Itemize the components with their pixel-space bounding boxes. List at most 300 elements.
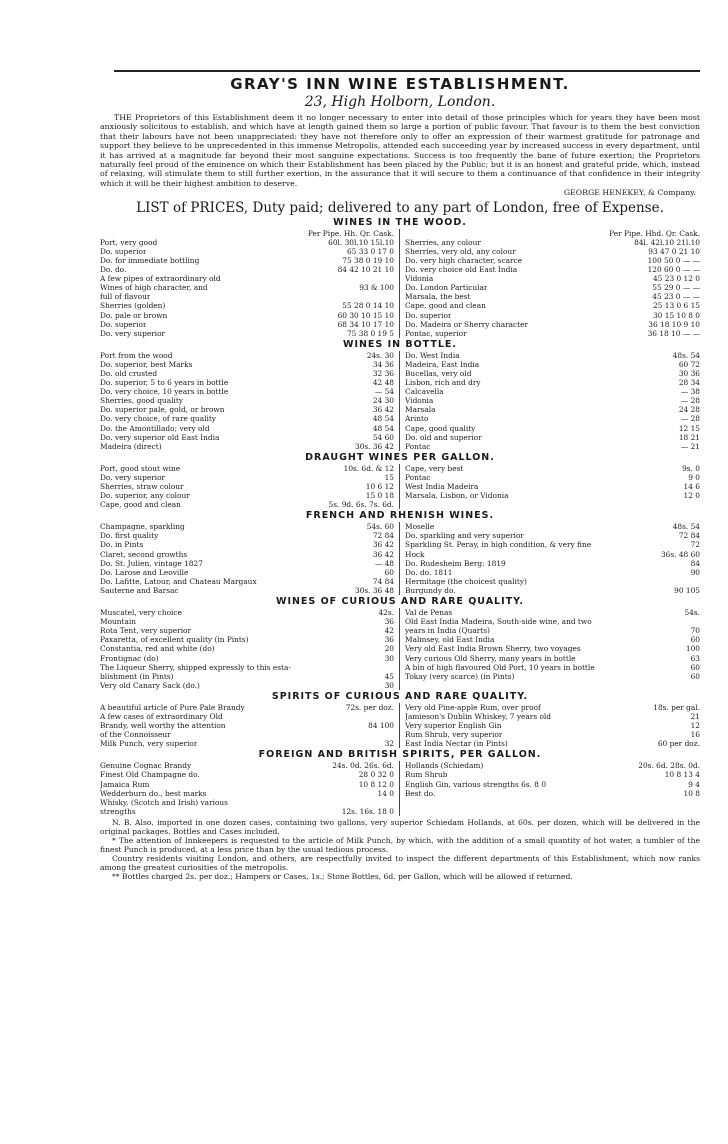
item-name: of the Connoisseur	[100, 730, 171, 740]
item-name: Pontac	[405, 472, 431, 482]
item-price: 10s. 6d. & 12	[343, 463, 394, 473]
section-title: FRENCH AND RHENISH WINES.	[305, 510, 495, 522]
item-price: 60	[690, 671, 700, 681]
right-column	[400, 703, 700, 748]
price-row	[100, 807, 394, 816]
item-name: Do. superior, any colour	[100, 491, 190, 501]
column-header: Per Pipe. Hh. Qr. Cask.	[307, 228, 394, 238]
price-row	[100, 238, 394, 247]
item-name: strengths	[100, 806, 136, 816]
price-row	[100, 301, 394, 310]
price-row	[405, 414, 700, 423]
item-price: — 54	[374, 387, 394, 397]
item-name: Frontignac (do)	[100, 653, 159, 663]
item-name: Marsala, Lisbon, or Vidonia	[405, 491, 509, 501]
price-row	[100, 654, 394, 663]
item-price: 60	[690, 662, 700, 672]
price-row	[405, 464, 700, 473]
price-row	[405, 351, 700, 360]
item-price: 15 0 18	[365, 491, 394, 501]
item-price: 84l. 42l.10 21l.10	[634, 237, 700, 247]
item-price: 36 42	[372, 549, 394, 559]
item-name: Rum Shrub, very superior	[405, 730, 503, 740]
item-name: English Gin, various strengths 6s. 8 0	[405, 779, 547, 789]
item-name: Sauterne and Barsac	[100, 585, 179, 595]
price-row	[405, 265, 700, 274]
item-price: 32 36	[372, 368, 394, 378]
item-price: 55 28 0 14 10	[342, 301, 394, 311]
price-row	[405, 482, 700, 491]
section-title: WINES OF CURIOUS AND RARE QUALITY.	[275, 596, 525, 608]
item-price: 60 30 10 15 10	[337, 310, 394, 320]
item-name: Sparkling St. Peray, in high condition, & very fine	[405, 540, 592, 550]
price-row	[405, 301, 700, 310]
item-name: Wedderburn do., best marks	[100, 788, 207, 798]
item-name: Do. do.	[100, 265, 127, 275]
price-row	[100, 761, 394, 770]
item-name: Very superior English Gin	[405, 721, 502, 731]
item-name: The Liqueur Sherry, shipped expressly to this esta-	[100, 662, 291, 672]
item-price: 90 105	[674, 585, 700, 595]
item-price: 72 84	[372, 531, 394, 541]
item-price: — 38	[680, 387, 700, 397]
price-row	[405, 378, 700, 387]
item-name: Moselle	[405, 522, 435, 532]
item-price: 72	[690, 540, 700, 550]
item-price: 65 33 0 17 0	[346, 246, 394, 256]
price-row	[405, 608, 700, 617]
price-row	[405, 721, 700, 730]
price-row	[100, 540, 394, 549]
item-name: A beautiful article of Pure Pale Brandy	[100, 702, 245, 712]
price-row	[405, 626, 700, 635]
item-name: Cape, good and clean	[100, 500, 181, 510]
price-row	[100, 491, 394, 500]
footnote: Country residents visiting London, and others, are respectfully invited to inspect the different departments of this Establishment, which now ranks among the greatest curiosities of the metropolis.	[100, 854, 700, 873]
left-column	[100, 351, 400, 451]
item-name: Whisky, (Scotch and Irish) various	[100, 797, 228, 807]
item-price: 45 23 0 — —	[652, 292, 700, 302]
address: 23, High Holborn, London.	[304, 94, 496, 110]
item-price: 48s. 54	[672, 522, 700, 532]
item-name: Do. first quality	[100, 531, 159, 541]
item-price: 10 8 13 4	[664, 770, 700, 780]
item-price: — 28	[680, 396, 700, 406]
item-price: 12	[690, 721, 700, 731]
price-row	[405, 405, 700, 414]
price-row	[100, 473, 394, 482]
price-row	[405, 654, 700, 663]
item-name: Sherries, any colour	[405, 237, 481, 247]
item-name: Finest Old Champagne do.	[100, 770, 200, 780]
item-price	[696, 577, 700, 586]
price-row	[100, 387, 394, 396]
item-price: 74 84	[372, 576, 394, 586]
price-row	[405, 739, 700, 748]
item-price: 15	[384, 472, 394, 482]
price-row	[405, 577, 700, 586]
price-row	[405, 770, 700, 779]
item-price	[390, 274, 394, 283]
section-columns	[100, 229, 700, 338]
item-name: full of flavour	[100, 292, 151, 302]
item-price	[390, 712, 394, 721]
item-price: 84 100	[368, 721, 394, 731]
item-name: Do. do. 1811	[405, 567, 453, 577]
right-column	[400, 522, 700, 595]
section-title: SPIRITS OF CURIOUS AND RARE QUALITY.	[271, 690, 529, 702]
item-price: 54s. 60	[366, 522, 394, 532]
section-columns	[100, 522, 700, 595]
item-name: Claret, second growths	[100, 549, 188, 559]
item-name: Muscatel, very choice	[100, 608, 182, 618]
item-price: 84	[690, 558, 700, 568]
item-name: Sherries, very old, any colour	[405, 246, 516, 256]
item-name: A bin of high flavoured Old Port, 10 years in bottle	[405, 662, 595, 672]
price-row	[100, 405, 394, 414]
price-row	[100, 351, 394, 360]
price-row	[100, 424, 394, 433]
advertisement-page	[100, 70, 700, 882]
price-row	[100, 577, 394, 586]
price-row	[405, 761, 700, 770]
item-name: Marsala, the best	[405, 292, 471, 302]
item-name: Very old Pine-apple Rum, over proof	[405, 702, 541, 712]
item-name: Port, very good	[100, 237, 158, 247]
price-row	[100, 500, 394, 509]
price-row	[100, 360, 394, 369]
item-name: Do. pale or brown	[100, 310, 168, 320]
item-name: Do. St. Julien, vintage 1827	[100, 558, 203, 568]
item-price: 42	[384, 626, 394, 636]
section-columns	[100, 761, 700, 816]
item-name: Sherries, good quality	[100, 396, 183, 406]
section-columns	[100, 351, 700, 451]
item-price: 24s. 30	[366, 350, 394, 360]
price-row	[100, 559, 394, 568]
item-price: 34 36	[372, 359, 394, 369]
item-price: 30s. 36 48	[354, 585, 394, 595]
item-price: 12 0	[683, 491, 700, 501]
item-name: Champagne, sparkling	[100, 522, 185, 532]
price-row	[405, 559, 700, 568]
price-row	[100, 644, 394, 653]
item-name: Port, good stout wine	[100, 463, 181, 473]
item-name: Do. superior, 5 to 6 years in bottle	[100, 378, 229, 388]
item-price: 42s.	[378, 608, 394, 618]
item-price: 24 28	[678, 405, 700, 415]
item-price: 10 8 12 0	[358, 779, 394, 789]
item-name: Very curious Old Sherry, many years in bottle	[405, 653, 576, 663]
item-price: 45	[384, 671, 394, 681]
item-price: 30 36	[678, 368, 700, 378]
price-row	[405, 644, 700, 653]
item-price: 75 38 0 19 10	[342, 255, 394, 265]
price-row	[405, 635, 700, 644]
item-price: 9 4	[688, 779, 700, 789]
item-price: — 21	[680, 441, 700, 451]
price-row	[100, 369, 394, 378]
item-name: Do. West India	[405, 350, 460, 360]
price-row	[405, 256, 700, 265]
signature: GEORGE HENEKEY, & Company.	[563, 188, 696, 198]
item-price: 10 8	[683, 788, 700, 798]
item-price: 55 29 0 — —	[652, 283, 700, 293]
item-name: A few cases of extraordinary Old	[100, 711, 223, 721]
price-row	[100, 442, 394, 451]
item-name: Do. the Amontillado; very old	[100, 423, 210, 433]
item-name: Milk Punch, very superior	[100, 739, 198, 749]
price-row	[100, 586, 394, 595]
price-row	[405, 789, 700, 798]
item-price: 24 30	[372, 396, 394, 406]
item-name: Do. very choice, of rare quality	[100, 414, 216, 424]
item-name: years in India (Quarts)	[405, 626, 490, 636]
item-price: 54 60	[372, 432, 394, 442]
item-price: 63	[690, 653, 700, 663]
section-title: FOREIGN AND BRITISH SPIRITS, PER GALLON.	[258, 749, 542, 761]
item-price: 36 42	[372, 405, 394, 415]
item-name: Do. very choice old East India	[405, 265, 518, 275]
item-name: Do. very superior	[100, 472, 166, 482]
left-column	[100, 229, 400, 338]
price-row	[405, 292, 700, 301]
item-price: 36 42	[372, 540, 394, 550]
price-row	[405, 369, 700, 378]
column-header: Per Pipe. Hhd. Qr. Cask.	[609, 228, 700, 238]
price-row	[100, 550, 394, 559]
item-name: Mountain	[100, 617, 137, 627]
price-row	[405, 283, 700, 292]
item-price: 32	[384, 739, 394, 749]
item-price: — 28	[680, 414, 700, 424]
price-row	[100, 770, 394, 779]
item-price: 60 per doz.	[657, 739, 700, 749]
price-row	[100, 739, 394, 748]
price-row	[100, 789, 394, 798]
item-price: 36s. 48 60	[660, 549, 700, 559]
item-price: 93 47 0 21 10	[648, 246, 700, 256]
left-column	[100, 464, 400, 509]
section-columns	[100, 464, 700, 509]
price-row	[100, 522, 394, 531]
footnote: ** Bottles charged 2s. per doz.; Hampers or Cases, 1s.; Stone Bottles, 6d. per Gallon, which will be allowed if returned.	[112, 872, 573, 882]
price-row	[405, 522, 700, 531]
item-price: 12s. 16s. 18 0	[341, 806, 394, 816]
item-name: Madeira (direct)	[100, 441, 162, 451]
price-row	[100, 568, 394, 577]
item-price: 75 38 0 19 5	[346, 328, 394, 338]
price-row	[100, 635, 394, 644]
item-name: Genuine Cognac Brandy	[100, 761, 192, 771]
price-row	[100, 663, 394, 672]
item-name: Do. superior pale, gold, or brown	[100, 405, 225, 415]
item-price: 60	[690, 635, 700, 645]
item-name: A few pipes of extraordinary old	[100, 274, 221, 284]
item-price: 93 & 100	[359, 283, 394, 293]
right-column	[400, 761, 700, 816]
price-row	[405, 730, 700, 739]
item-name: Jamaica Rum	[100, 779, 150, 789]
price-row	[100, 378, 394, 387]
item-name: Do. Lafitte, Latour, and Chateau Margaux	[100, 576, 257, 586]
price-row	[405, 712, 700, 721]
item-price: 20s. 6d. 28s. 0d.	[638, 761, 700, 771]
price-row	[100, 482, 394, 491]
price-row	[405, 247, 700, 256]
item-price: 36 18 10 9 10	[648, 319, 700, 329]
item-price: 100 50 0 — —	[647, 255, 700, 265]
item-name: Hock	[405, 549, 425, 559]
item-name: Do. sparkling and very superior	[405, 531, 524, 541]
footnote: N. B. Also, imported in one dozen cases, containing two gallons, very superior Schiedam Hollands, at 60s. per dozen, which will be delivered in the original packages. Bottles and Cases included.	[100, 817, 700, 836]
item-price: 68 34 10 17 10	[337, 319, 394, 329]
price-row	[100, 320, 394, 329]
item-name: Cape, very best	[405, 463, 464, 473]
price-row	[405, 672, 700, 681]
item-name: Do. superior	[405, 310, 452, 320]
item-price: 30 15 10 8 0	[652, 310, 700, 320]
item-name: Very old Canary Sack (do.)	[100, 680, 200, 690]
item-name: Do. very superior old East India	[100, 432, 220, 442]
item-name: Pontac	[405, 441, 431, 451]
item-price: 24s. 0d. 26s. 6d.	[332, 761, 394, 771]
left-column	[100, 608, 400, 690]
price-row	[405, 320, 700, 329]
item-price: 72s. per doz.	[345, 702, 394, 712]
item-name: blishment (in Pints)	[100, 671, 174, 681]
item-price: 18s. per gal.	[653, 702, 700, 712]
item-name: Bucellas, very old	[405, 368, 472, 378]
price-row	[405, 540, 700, 549]
price-row	[405, 663, 700, 672]
section-title: WINES IN THE WOOD.	[333, 216, 467, 228]
price-row	[100, 798, 394, 807]
item-name: Constantia, red and white (do)	[100, 644, 215, 654]
left-column	[100, 761, 400, 816]
item-name: Best do.	[405, 788, 436, 798]
item-price: 60	[384, 567, 394, 577]
price-row	[405, 442, 700, 451]
price-row	[405, 531, 700, 540]
item-name: Lisbon, rich and dry	[405, 378, 481, 388]
item-price	[390, 292, 394, 301]
right-column	[400, 229, 700, 338]
item-price	[390, 798, 394, 807]
item-price: 5s. 9d. 6s. 7s. 6d.	[328, 500, 394, 510]
price-row	[405, 617, 700, 626]
section-title: DRAUGHT WINES PER GALLON.	[305, 451, 495, 463]
price-row	[100, 414, 394, 423]
item-name: Do. Madeira or Sherry character	[405, 319, 529, 329]
price-row	[405, 238, 700, 247]
item-name: Do. very high character, scarce	[405, 255, 523, 265]
item-name: Vidonia	[405, 396, 434, 406]
price-row	[100, 703, 394, 712]
item-name: Malmsey, old East India	[405, 635, 495, 645]
item-name: Val de Penas	[405, 608, 453, 618]
item-name: Rum Shrub	[405, 770, 448, 780]
item-price: 120 60 0 — —	[647, 265, 700, 275]
price-row	[405, 550, 700, 559]
item-price: 72 84	[678, 531, 700, 541]
item-price: 9 0	[688, 472, 700, 482]
price-row	[405, 780, 700, 789]
item-price: 48 54	[372, 423, 394, 433]
item-name: Sherries, straw colour	[100, 482, 184, 491]
item-name: Calcavella	[405, 387, 444, 397]
price-row	[405, 473, 700, 482]
item-price	[390, 663, 394, 672]
price-row	[405, 360, 700, 369]
price-row	[405, 586, 700, 595]
left-column	[100, 703, 400, 748]
item-price: 28 0 32 0	[358, 770, 394, 780]
item-price: 42 48	[372, 378, 394, 388]
footnotes	[100, 818, 700, 882]
price-row	[100, 721, 394, 730]
price-row	[100, 730, 394, 739]
item-price: 48s. 54	[672, 350, 700, 360]
item-name: Hollands (Schiedam)	[405, 761, 484, 771]
item-name: Old East India Madeira, South-side wine, and two	[405, 617, 592, 627]
price-row	[100, 617, 394, 626]
price-row	[100, 531, 394, 540]
item-name: Wines of high character, and	[100, 283, 208, 293]
price-row	[100, 681, 394, 690]
item-price: 48 54	[372, 414, 394, 424]
item-name: Arinto	[405, 414, 429, 424]
item-name: West India Madeira	[405, 482, 479, 491]
section-title: WINES IN BOTTLE.	[342, 338, 458, 350]
item-name: Brandy, well worthy the attention	[100, 721, 226, 731]
price-row	[100, 672, 394, 681]
item-price: 36	[384, 617, 394, 627]
price-list-heading: LIST of PRICES, Duty paid; delivered to any part of London, free of Expense.	[136, 199, 664, 216]
price-row	[405, 433, 700, 442]
price-row	[405, 424, 700, 433]
item-name: Do. Rudesheim Berg: 1819	[405, 558, 506, 568]
item-name: Do. in Pints	[100, 540, 144, 550]
item-name: Paxaretta, of excellent quality (in Pints)	[100, 635, 249, 645]
item-name: Pontac, superior	[405, 328, 467, 338]
item-name: Cape, good and clean	[405, 301, 486, 311]
item-name: Sherries (golden)	[100, 301, 166, 311]
item-price: 36 18 10 — —	[647, 328, 700, 338]
item-name: Tokay (very scarce) (in Pints)	[405, 671, 515, 681]
top-rule	[114, 70, 700, 72]
price-row	[100, 247, 394, 256]
price-row	[405, 387, 700, 396]
item-name: Jamieson's Dublin Whiskey, 7 years old	[405, 711, 552, 721]
price-row	[100, 433, 394, 442]
item-name: Do. superior	[100, 319, 147, 329]
intro-paragraph: THE Proprietors of this Establishment deem it no longer necessary to enter into detail of those principles which for years they have been most anxiously solicitous to establish, and which have at length gained them so large a portion of public favour. That favour is to them the best conviction that their labours have not been unappreciated: they have not therefore only to offer an expression of their warmest gratitude for patronage and support they believe to be unprecedented in this immense Metropolis, attended each succeeding year by increased success in every department, until it has arrived at a magnitude far beyond their most sanguine expectations. Success is too frequently the bane of future exertion; the Proprietors naturally feel proud of the eminence on which their Establishment has been placed by the Public; but it is an honest and grateful pride, which, instead of relaxing, will stimulate them to still further exertion, in the assurance that it will secure to them a continuance of that confidence in their integrity which it will be their highest ambition to deserve.	[100, 113, 700, 188]
item-price: 16	[690, 730, 700, 740]
right-column	[400, 608, 700, 690]
item-name: Do. superior	[100, 246, 147, 256]
price-row	[405, 703, 700, 712]
price-row	[100, 274, 394, 283]
item-name: Do. superior, best Marks	[100, 359, 193, 369]
item-name: Port from the wood	[100, 350, 173, 360]
item-name: Rota Tent, very superior	[100, 626, 192, 636]
item-name: Burgundy do.	[405, 585, 456, 595]
price-row	[100, 283, 394, 292]
item-name: Marsala	[405, 405, 436, 415]
item-price: 70	[690, 626, 700, 636]
price-row	[100, 780, 394, 789]
